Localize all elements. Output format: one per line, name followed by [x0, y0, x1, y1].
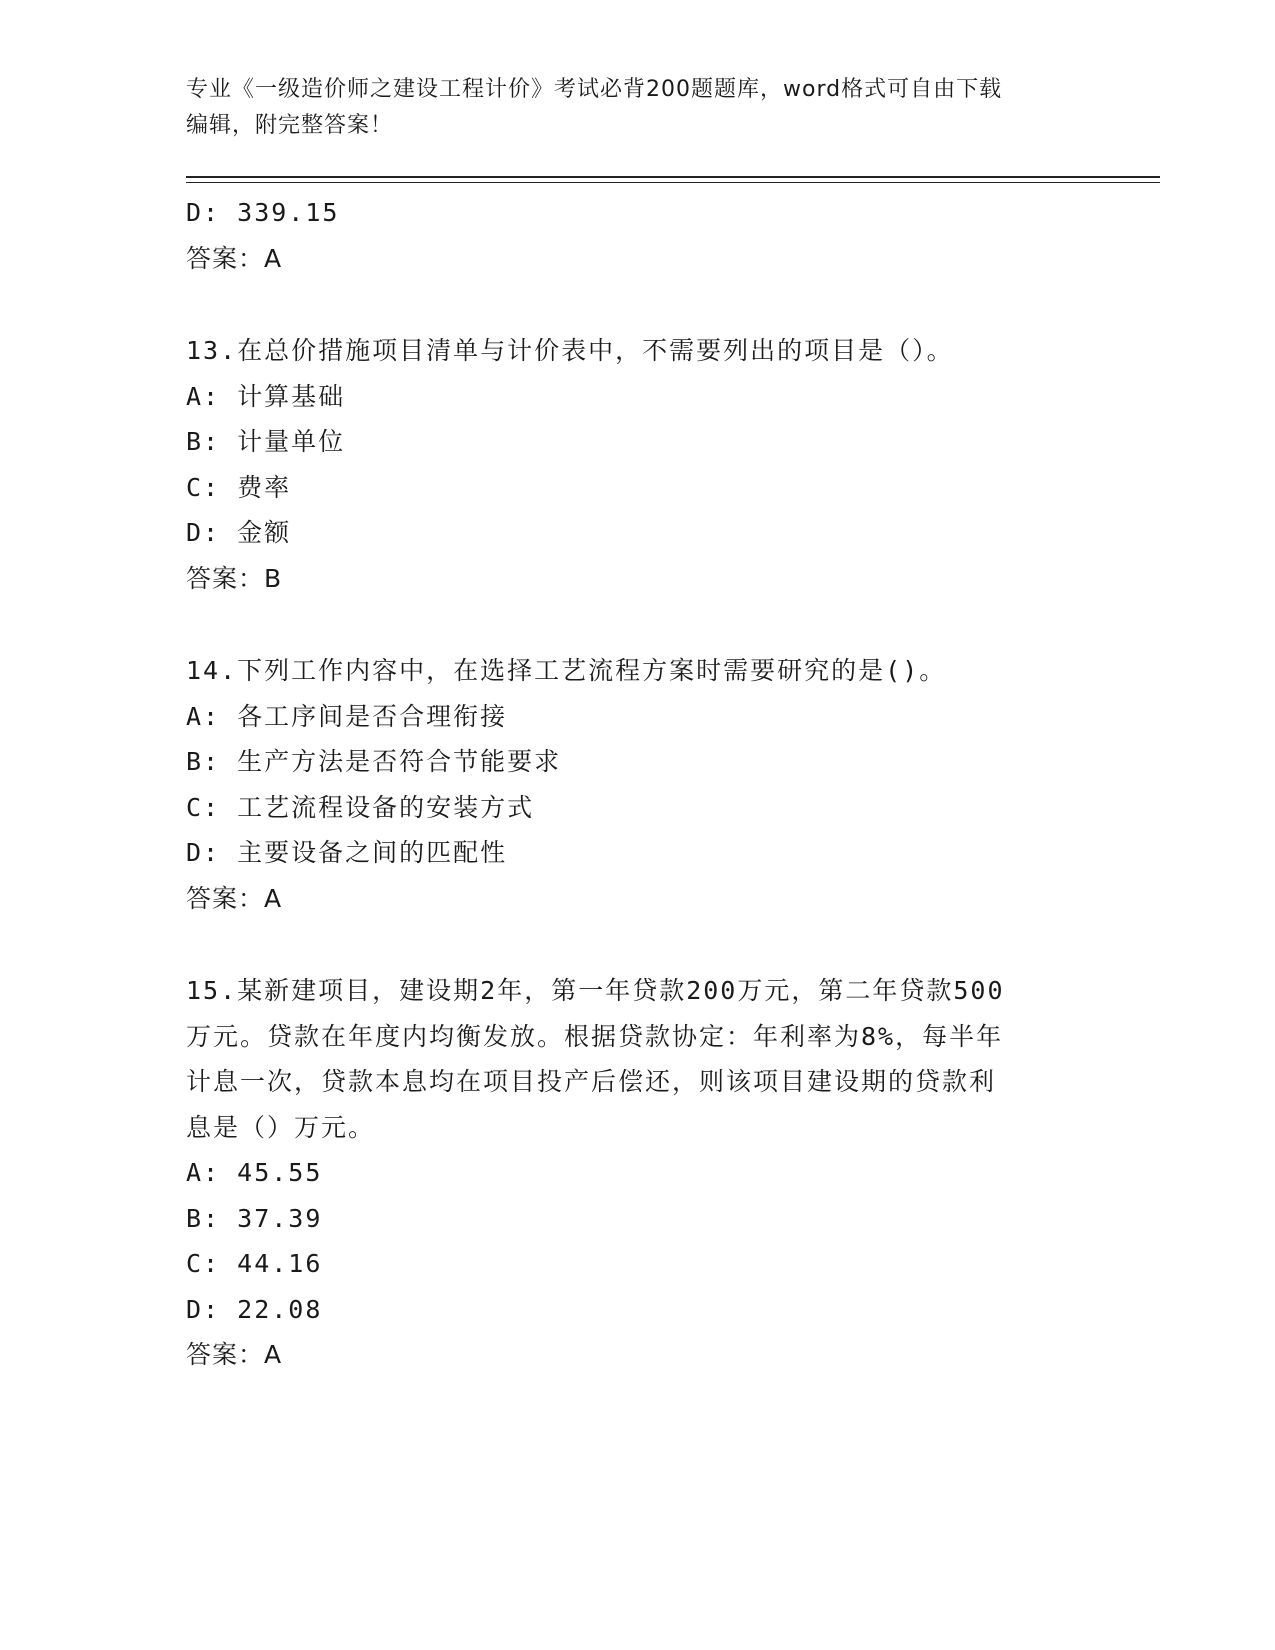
q15-option-a: A: 45.55 — [186, 1158, 323, 1187]
spacer — [186, 921, 1086, 968]
q15-question-line-3: 计息一次，贷款本息均在项目投产后偿还，则该项目建设期的贷款利 — [186, 1067, 997, 1096]
q15-option-c: C: 44.16 — [186, 1249, 323, 1278]
q14-question: 14.下列工作内容中，在选择工艺流程方案时需要研究的是()。 — [186, 656, 947, 685]
q14-answer: 答案：A — [186, 883, 283, 913]
q14-option-d: D: 主要设备之间的匹配性 — [186, 838, 508, 867]
header-divider-thick — [186, 176, 1160, 178]
q13-option-c: C: 费率 — [186, 472, 292, 502]
document-header — [186, 72, 1066, 144]
q15-question-line-1: 15.某新建项目，建设期2年，第一年贷款200万元，第二年贷款500 — [186, 976, 1005, 1005]
header-line-1: 专业《一级造价师之建设工程计价》考试必背200题题库，word格式可自由下载 — [186, 77, 1003, 102]
q13-answer: 答案：B — [186, 563, 283, 593]
q13-option-d: D: 金额 — [186, 518, 292, 547]
spacer — [186, 281, 1086, 328]
q13-option-b: B: 计量单位 — [186, 427, 346, 456]
q15-question — [186, 968, 1086, 1150]
q15-option-b: B: 37.39 — [186, 1203, 323, 1233]
document-body — [186, 190, 1086, 1378]
q15-option-d: D: 22.08 — [186, 1294, 323, 1324]
q14-option-a: A: 各工序间是否合理衔接 — [186, 701, 508, 731]
q15-question-line-2: 万元。贷款在年度内均衡发放。根据贷款协定：年利率为8%，每半年 — [186, 1021, 1004, 1051]
q14-option-c: C: 工艺流程设备的安装方式 — [186, 792, 535, 822]
header-line-2: 编辑，附完整答案！ — [186, 113, 394, 138]
q15-answer: 答案：A — [186, 1340, 283, 1369]
q13-option-a: A: 计算基础 — [186, 381, 346, 411]
q13-question: 13.在总价措施项目清单与计价表中，不需要列出的项目是（）。 — [186, 336, 954, 365]
q12-answer: 答案：A — [186, 243, 283, 273]
header-divider-thin — [186, 182, 1160, 183]
q14-option-b: B: 生产方法是否符合节能要求 — [186, 747, 562, 776]
q15-question-line-4: 息是（）万元。 — [186, 1112, 376, 1142]
spacer — [186, 601, 1086, 648]
q12-option-d: D: 339.15 — [186, 198, 340, 227]
